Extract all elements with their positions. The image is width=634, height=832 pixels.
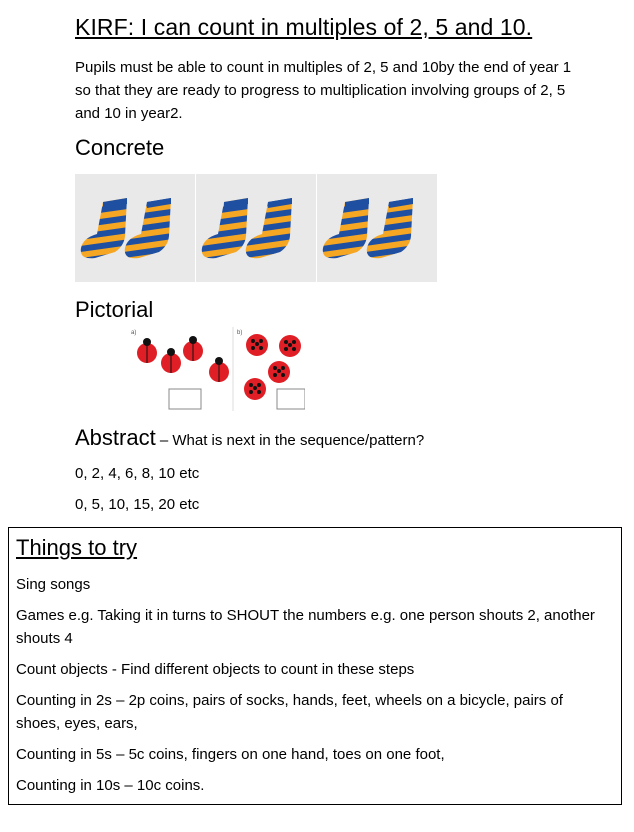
- answer-box: [169, 389, 201, 409]
- pictorial-heading: Pictorial: [75, 297, 154, 322]
- abstract-line: [75, 425, 424, 451]
- answer-box: [277, 389, 305, 409]
- sock-pair-3: [317, 174, 437, 282]
- ladybird-icon: [268, 361, 290, 383]
- ladybird-icon: [246, 334, 268, 356]
- sock-pair-1: [75, 174, 195, 282]
- panel-a-label: a): [131, 330, 137, 336]
- sequence-fives: 0, 5, 10, 15, 20 etc: [75, 496, 200, 513]
- sock-pair-2: [196, 174, 316, 282]
- things-to-try-title: Things to try: [16, 535, 138, 560]
- tip-item: Games e.g. Taking it in turns to SHOUT the numbers e.g. one person shouts 2, another shouts 4: [16, 607, 595, 647]
- things-to-try-box: [8, 527, 622, 805]
- socks-image: [75, 174, 436, 282]
- panel-b-label: b): [237, 330, 243, 336]
- page-title: KIRF: I can count in multiples of 2, 5 and 10.: [75, 14, 533, 40]
- sequence-twos: 0, 2, 4, 6, 8, 10 etc: [75, 465, 200, 482]
- intro-paragraph: Pupils must be able to count in multiples of 2, 5 and 10by the end of year 1 so that they are ready to progress to multiplication involving groups of 2, 5 and 10 in year2.: [75, 59, 572, 122]
- abstract-question: – What is next in the sequence/pattern?: [155, 432, 425, 449]
- ladybirds-image: [129, 327, 305, 411]
- tip-item: Counting in 5s – 5c coins, fingers on one hand, toes on one foot,: [16, 746, 445, 763]
- abstract-heading: Abstract: [75, 425, 156, 450]
- ladybird-icon: [244, 378, 266, 400]
- tip-item: Count objects - Find different objects to count in these steps: [16, 661, 415, 678]
- ladybird-icon: [279, 335, 301, 357]
- concrete-heading: Concrete: [75, 135, 165, 160]
- tip-item: Sing songs: [16, 576, 91, 593]
- tip-item: Counting in 10s – 10c coins.: [16, 777, 205, 794]
- tip-item: Counting in 2s – 2p coins, pairs of socks, hands, feet, wheels on a bicycle, pairs of shoes, eyes, ears,: [16, 692, 563, 732]
